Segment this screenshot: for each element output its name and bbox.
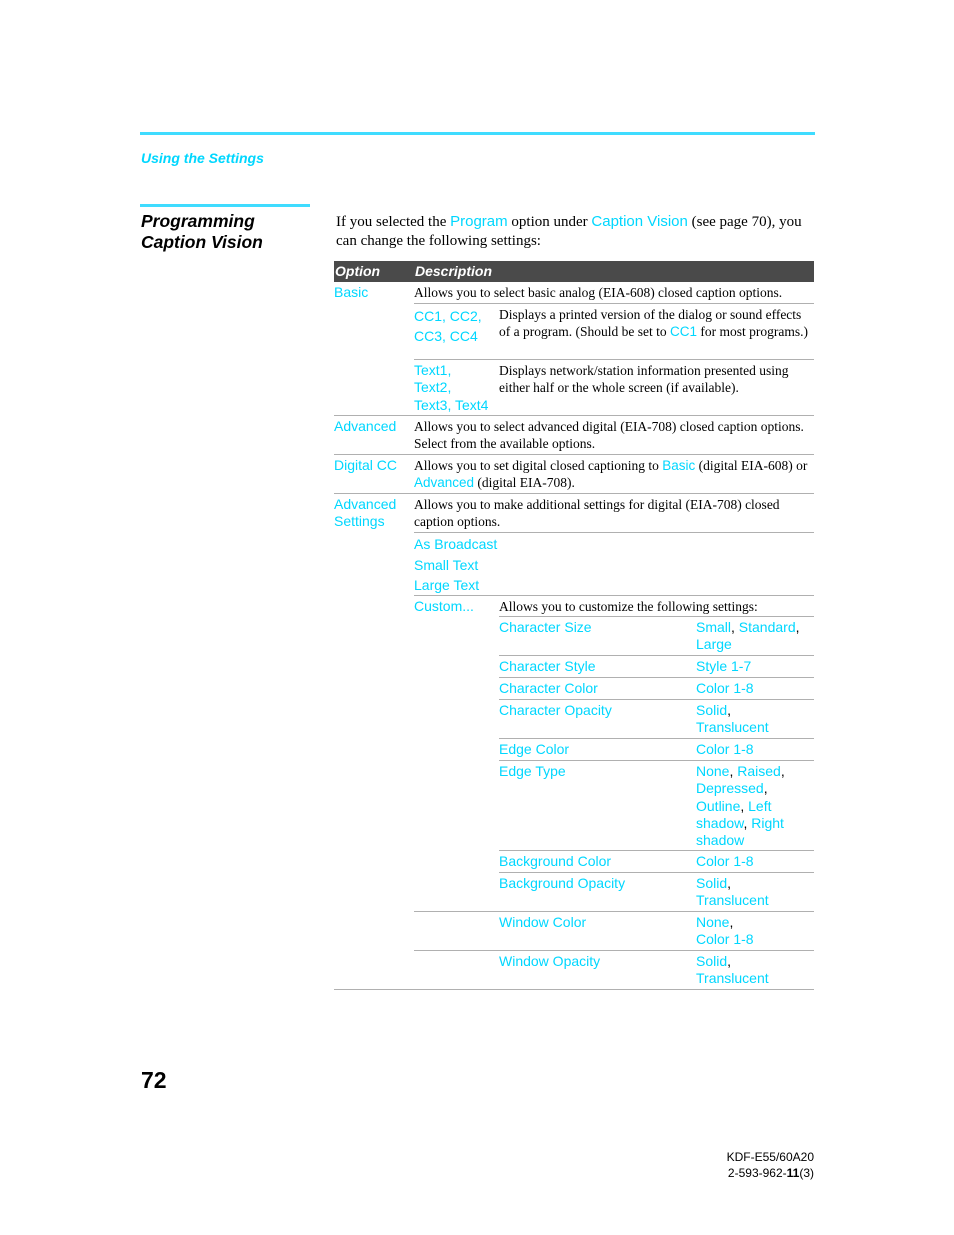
value-option[interactable]: Small	[696, 619, 732, 635]
caption-vision-link[interactable]: Caption Vision	[591, 213, 688, 230]
setting-values	[696, 702, 769, 737]
setting-name[interactable]: Window Opacity	[499, 953, 601, 969]
separator: ,	[727, 875, 732, 891]
setting-name[interactable]: Background Color	[499, 853, 612, 869]
basic-link[interactable]: Basic	[662, 458, 696, 473]
setting-name[interactable]: Character Style	[499, 658, 596, 674]
table-row	[334, 282, 814, 304]
program-link[interactable]: Program	[450, 213, 508, 230]
option-label-line: Text2,	[414, 379, 452, 396]
table-row	[334, 951, 814, 990]
option-description: Allows you to make additional settings for digital (EIA-708) closed caption options.	[414, 497, 780, 530]
option-description	[499, 306, 809, 341]
value-option[interactable]: Depressed	[696, 780, 764, 797]
separator: ,	[740, 797, 749, 814]
table-row	[334, 360, 814, 416]
col-option-header: Option	[335, 263, 381, 279]
value-option[interactable]: Large	[696, 636, 732, 653]
table-row	[334, 700, 814, 739]
intro-text: option under	[507, 214, 592, 230]
top-rule	[140, 132, 815, 135]
table-row	[334, 596, 814, 617]
option-advanced[interactable]: Advanced	[334, 418, 397, 434]
option-label-line: Text1,	[414, 362, 452, 378]
desc-text: (digital EIA-708).	[474, 475, 575, 491]
option-description: Displays network/station information presented using either half or the whole screen (if available).	[499, 363, 789, 396]
setting-values[interactable]: Color 1-8	[696, 680, 754, 696]
preset-small-text[interactable]: Small Text	[414, 556, 479, 573]
setting-values	[696, 875, 769, 910]
value-option[interactable]: None	[696, 763, 730, 779]
options-table	[334, 261, 814, 990]
value-option[interactable]: Solid	[696, 702, 728, 718]
option-label-line: Text3, Text4	[414, 396, 489, 413]
value-option[interactable]: Color 1-8	[696, 931, 754, 948]
value-option[interactable]: None	[696, 914, 730, 930]
preset-large-text[interactable]: Large Text	[414, 577, 480, 593]
setting-name[interactable]: Edge Color	[499, 741, 570, 757]
option-digital-cc[interactable]: Digital CC	[334, 457, 398, 473]
separator: ,	[743, 814, 752, 831]
option-cc[interactable]	[414, 306, 482, 346]
col-description-header: Description	[415, 263, 493, 279]
part-number-prefix: 2-593-962-	[727, 1166, 787, 1180]
value-option[interactable]: Solid	[696, 875, 728, 891]
setting-values	[696, 914, 754, 949]
value-option[interactable]: Translucent	[696, 970, 769, 987]
setting-values	[696, 953, 769, 988]
setting-name[interactable]: Window Color	[499, 914, 587, 930]
setting-values	[696, 763, 812, 849]
table-row	[334, 617, 814, 656]
separator: ,	[780, 763, 785, 779]
option-description: Allows you to customize the following settings:	[499, 599, 758, 614]
table-row	[334, 304, 814, 360]
value-option[interactable]: Standard	[738, 619, 796, 635]
option-label-line: CC3, CC4	[414, 328, 478, 344]
option-description	[414, 457, 812, 492]
separator: ,	[795, 619, 800, 635]
option-custom[interactable]: Custom...	[414, 598, 474, 614]
option-label-line: CC1, CC2,	[414, 308, 482, 324]
setting-name[interactable]: Background Opacity	[499, 875, 626, 891]
section-rule	[140, 204, 310, 207]
part-number-revision: 11	[786, 1166, 800, 1180]
value-option[interactable]: shadow	[696, 832, 745, 849]
preset-as-broadcast[interactable]: As Broadcast	[414, 536, 498, 552]
option-advanced-settings[interactable]	[334, 496, 396, 531]
table-row	[334, 533, 814, 596]
value-option[interactable]: Translucent	[696, 719, 769, 736]
desc-text: Allows you to set digital closed captioning to	[414, 458, 663, 473]
value-option[interactable]: Left	[748, 797, 772, 814]
setting-name[interactable]: Character Size	[499, 619, 592, 635]
running-head: Using the Settings	[141, 150, 264, 166]
setting-name[interactable]: Character Color	[499, 680, 598, 696]
desc-text: for most programs.)	[696, 324, 808, 340]
value-option[interactable]: Right	[751, 814, 784, 831]
setting-values[interactable]: Color 1-8	[696, 741, 754, 757]
separator: ,	[763, 780, 768, 797]
option-label-line: Settings	[334, 513, 385, 530]
option-text[interactable]	[414, 362, 488, 414]
section-title-line2: Caption Vision	[141, 232, 263, 252]
value-option[interactable]: Outline	[696, 797, 741, 814]
setting-values[interactable]: Color 1-8	[696, 853, 754, 869]
table-row	[334, 416, 814, 455]
model-footer	[727, 1149, 814, 1181]
value-option[interactable]: Solid	[696, 953, 728, 969]
separator: ,	[727, 953, 732, 969]
table-row	[334, 851, 814, 873]
table-row	[334, 494, 814, 533]
desc-text: (digital EIA-608) or	[695, 458, 808, 473]
table-header	[334, 261, 814, 282]
intro-text: If you selected the	[336, 214, 451, 230]
value-option[interactable]: Raised	[737, 763, 781, 779]
separator: ,	[731, 619, 739, 635]
table-row	[334, 656, 814, 678]
setting-name[interactable]: Character Opacity	[499, 702, 612, 718]
section-title	[141, 211, 263, 253]
value-option[interactable]: shadow	[696, 814, 744, 831]
setting-values[interactable]: Style 1-7	[696, 658, 752, 674]
advanced-link[interactable]: Advanced	[414, 475, 475, 491]
table-row	[334, 678, 814, 700]
part-number	[727, 1165, 814, 1181]
table-row	[334, 739, 814, 761]
setting-name[interactable]: Edge Type	[499, 763, 566, 779]
cc1-link[interactable]: CC1	[669, 324, 697, 340]
intro-text: (see page 70), you can change the following settings:	[336, 214, 802, 249]
table-row	[334, 761, 814, 851]
setting-values	[696, 619, 812, 654]
part-number-suffix: (3)	[799, 1166, 814, 1180]
table-row	[334, 455, 814, 494]
page-number: 72	[141, 1067, 167, 1093]
intro-paragraph	[336, 212, 816, 251]
option-basic[interactable]: Basic	[334, 284, 369, 300]
option-description: Allows you to select basic analog (EIA-608) closed caption options.	[414, 285, 783, 300]
section-title-line1: Programming	[141, 211, 255, 231]
separator: ,	[727, 702, 732, 718]
preset-list	[414, 534, 497, 596]
value-option[interactable]: Translucent	[696, 892, 769, 909]
option-label-line: Advanced	[334, 496, 397, 512]
option-description: Allows you to select advanced digital (EIA-708) closed caption options. Select from the available options.	[414, 419, 804, 452]
separator: ,	[729, 914, 734, 930]
desc-text: Displays a printed version of the dialog or sound effects of a program. (Should be set to	[499, 307, 802, 340]
model-number: KDF-E55/60A20	[726, 1150, 814, 1164]
separator: ,	[729, 763, 738, 779]
table-row	[334, 873, 814, 912]
table-row	[334, 912, 814, 951]
